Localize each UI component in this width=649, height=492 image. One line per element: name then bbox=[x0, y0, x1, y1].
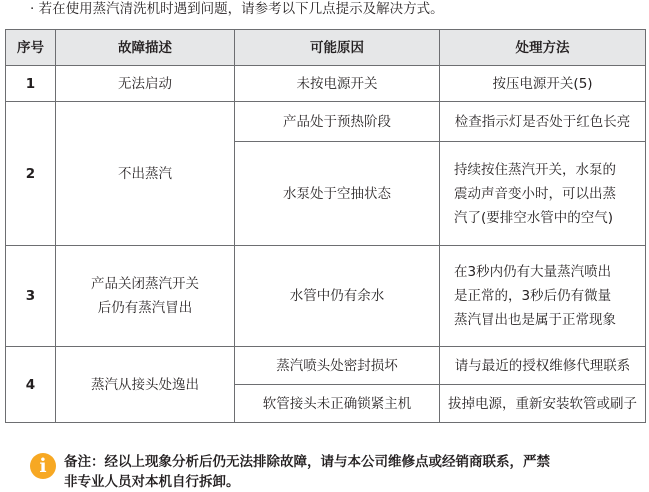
solution-cell: 检查指示灯是否处于红色长亮 bbox=[440, 102, 646, 142]
solution-line: 在3秒内仍有大量蒸汽喷出 bbox=[454, 264, 612, 280]
solution-line: 蒸汽冒出也是属于正常现象 bbox=[454, 312, 616, 328]
fault-line: 产品关闭蒸汽开关 bbox=[91, 276, 199, 292]
solution-cell bbox=[440, 246, 646, 347]
row-number: 4 bbox=[6, 347, 56, 423]
fault-cell bbox=[56, 246, 235, 347]
fault-cell: 不出蒸汽 bbox=[56, 102, 235, 246]
header-cause: 可能原因 bbox=[235, 30, 440, 66]
cause-cell: 水管中仍有余水 bbox=[235, 246, 440, 347]
solution-line: 震动声音变小时，可以出蒸 bbox=[454, 185, 616, 202]
solution-cell: 按压电源开关(5) bbox=[440, 66, 646, 102]
fault-cell: 无法启动 bbox=[56, 66, 235, 102]
cause-cell: 产品处于预热阶段 bbox=[235, 102, 440, 142]
table-row bbox=[6, 66, 646, 102]
fault-line: 后仍有蒸汽冒出 bbox=[97, 300, 193, 316]
solution-line: 是正常的，3秒后仍有微量 bbox=[454, 288, 612, 304]
header-number: 序号 bbox=[6, 30, 56, 66]
fault-cell: 蒸汽从接头处逸出 bbox=[56, 347, 235, 423]
table-row bbox=[6, 102, 646, 142]
row-number: 3 bbox=[6, 246, 56, 347]
cause-cell: 软管接头未正确锁紧主机 bbox=[235, 385, 440, 423]
troubleshooting-table bbox=[5, 29, 646, 423]
note-box bbox=[30, 452, 640, 492]
cause-cell: 蒸汽喷头处密封损坏 bbox=[235, 347, 440, 385]
row-number: 2 bbox=[6, 102, 56, 246]
intro-text: · 若在使用蒸汽清洗机时遇到问题，请参考以下几点提示及解决方式。 bbox=[30, 1, 444, 17]
note-line: 非专业人员对本机自行拆卸。 bbox=[64, 474, 240, 490]
header-fault: 故障描述 bbox=[56, 30, 235, 66]
header-row bbox=[6, 30, 646, 66]
note-text bbox=[64, 452, 644, 492]
solution-line: 持续按住蒸汽开关，水泵的 bbox=[454, 161, 616, 178]
header-solution: 处理方法 bbox=[440, 30, 646, 66]
cause-cell: 水泵处于空抽状态 bbox=[235, 142, 440, 246]
table-row bbox=[6, 246, 646, 347]
solution-cell: 请与最近的授权维修代理联系 bbox=[440, 347, 646, 385]
solution-cell bbox=[440, 142, 646, 246]
solution-cell: 拔掉电源，重新安装软管或刷子 bbox=[440, 385, 646, 423]
cause-cell: 未按电源开关 bbox=[235, 66, 440, 102]
row-number: 1 bbox=[6, 66, 56, 102]
solution-line: 汽了(要排空水管中的空气) bbox=[454, 209, 614, 226]
info-icon: i bbox=[30, 453, 56, 479]
table-row bbox=[6, 347, 646, 385]
note-line: 备注：经以上现象分析后仍无法排除故障，请与本公司维修点或经销商联系，严禁 bbox=[64, 454, 550, 470]
